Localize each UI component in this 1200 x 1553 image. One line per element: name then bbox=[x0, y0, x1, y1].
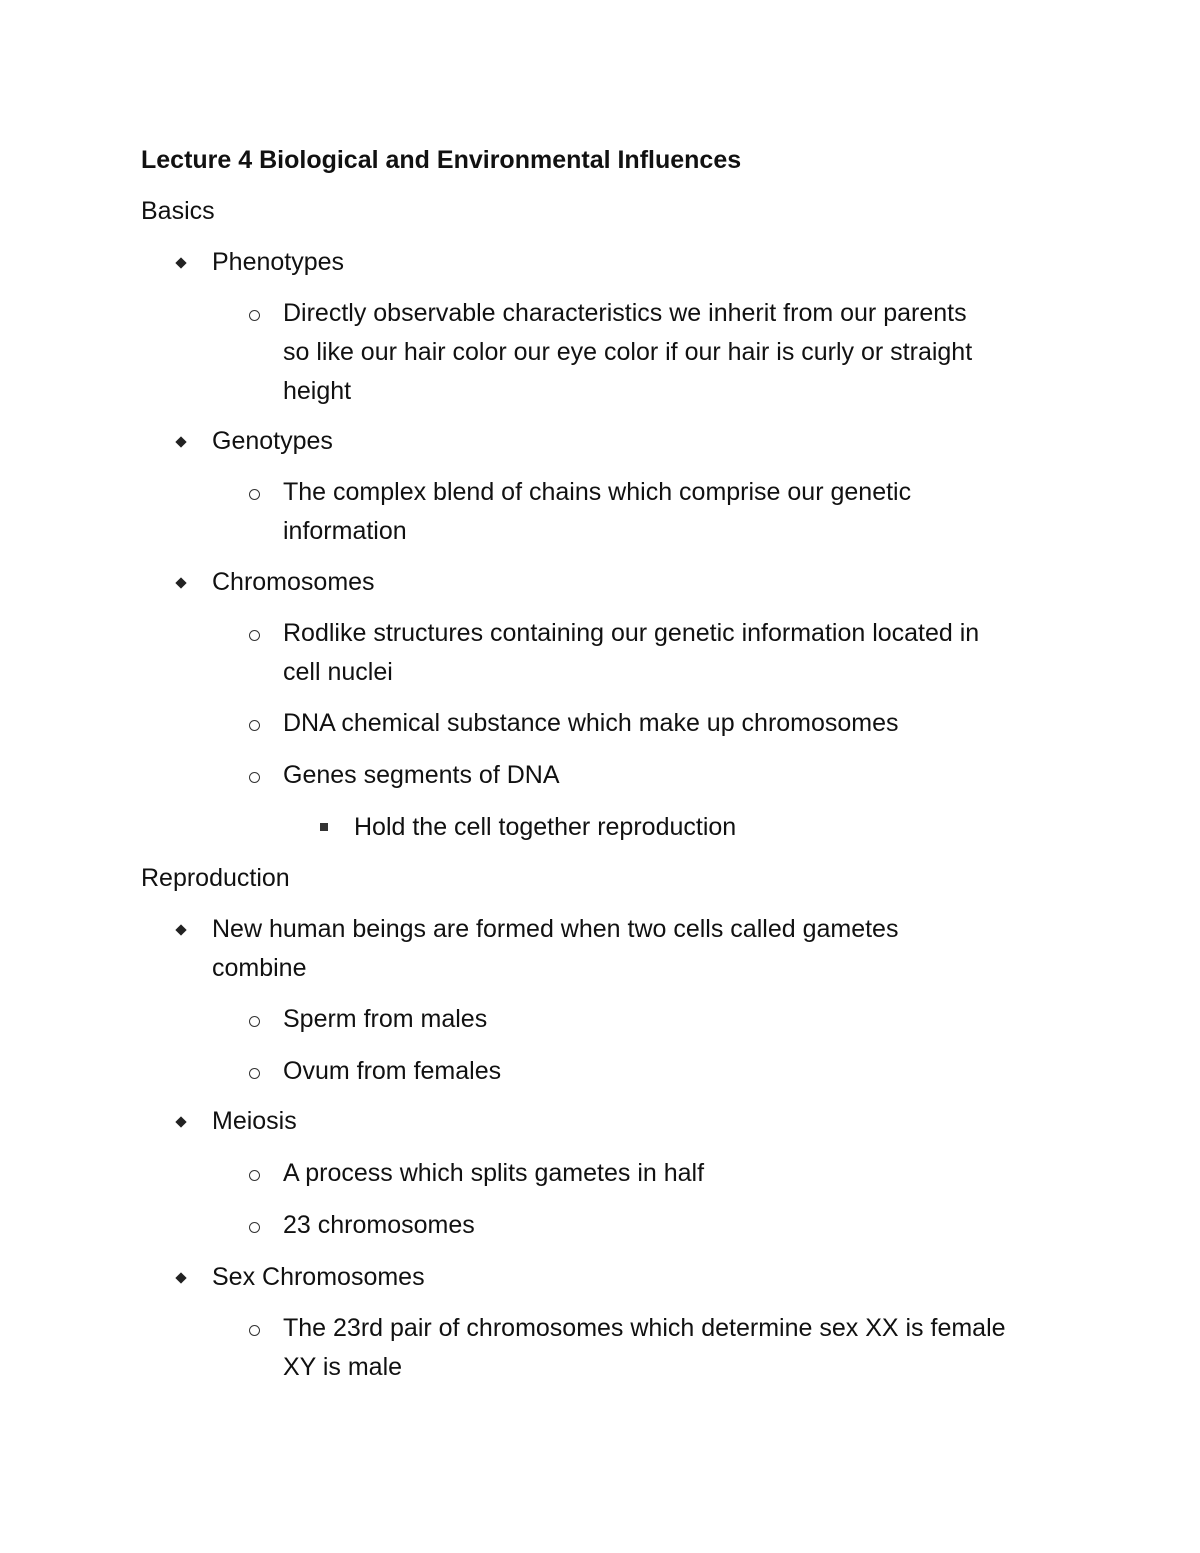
genes-sub-item: Hold the cell together reproduction bbox=[354, 813, 737, 841]
circle-bullet-icon bbox=[249, 772, 260, 783]
bullet-icon bbox=[175, 436, 186, 447]
genotypes-detail-line-1: The complex blend of chains which comprise our genetic bbox=[283, 478, 912, 506]
list-item-meiosis: Meiosis bbox=[212, 1107, 297, 1135]
circle-bullet-icon bbox=[249, 720, 260, 731]
document-title: Lecture 4 Biological and Environmental Influences bbox=[141, 146, 742, 174]
list-item-genotypes: Genotypes bbox=[212, 427, 333, 455]
circle-bullet-icon bbox=[249, 489, 260, 500]
gametes-ovum: Ovum from females bbox=[283, 1057, 502, 1085]
list-item-sex-chromosomes: Sex Chromosomes bbox=[212, 1263, 425, 1291]
gametes-sperm: Sperm from males bbox=[283, 1005, 488, 1033]
bullet-icon bbox=[175, 257, 186, 268]
circle-bullet-icon bbox=[249, 1170, 260, 1181]
sex-chromosomes-line-2: XY is male bbox=[283, 1353, 403, 1381]
square-bullet-icon bbox=[320, 823, 328, 831]
circle-bullet-icon bbox=[249, 630, 260, 641]
chromosomes-dna: DNA chemical substance which make up chromosomes bbox=[283, 709, 899, 737]
list-item-chromosomes: Chromosomes bbox=[212, 568, 375, 596]
genotypes-detail-line-2: information bbox=[283, 517, 407, 545]
meiosis-process: A process which splits gametes in half bbox=[283, 1159, 705, 1187]
gametes-line-1: New human beings are formed when two cells called gametes bbox=[212, 915, 899, 943]
phenotypes-detail-line-2: so like our hair color our eye color if our hair is curly or straight bbox=[283, 338, 973, 366]
bullet-icon bbox=[175, 577, 186, 588]
section-heading-basics: Basics bbox=[141, 197, 215, 225]
chromosomes-rodlike-line-2: cell nuclei bbox=[283, 658, 393, 686]
circle-bullet-icon bbox=[249, 1325, 260, 1336]
bullet-icon bbox=[175, 1116, 186, 1127]
chromosomes-rodlike-line-1: Rodlike structures containing our genetic information located in bbox=[283, 619, 980, 647]
circle-bullet-icon bbox=[249, 310, 260, 321]
circle-bullet-icon bbox=[249, 1016, 260, 1027]
chromosomes-genes: Genes segments of DNA bbox=[283, 761, 560, 789]
phenotypes-detail-line-3: height bbox=[283, 377, 352, 405]
circle-bullet-icon bbox=[249, 1068, 260, 1079]
bullet-icon bbox=[175, 1272, 186, 1283]
bullet-icon bbox=[175, 924, 186, 935]
sex-chromosomes-line-1: The 23rd pair of chromosomes which determine sex XX is female bbox=[283, 1314, 1006, 1342]
phenotypes-detail-line-1: Directly observable characteristics we inherit from our parents bbox=[283, 299, 967, 327]
gametes-line-2: combine bbox=[212, 954, 307, 982]
section-heading-reproduction: Reproduction bbox=[141, 864, 290, 892]
list-item-phenotypes: Phenotypes bbox=[212, 248, 345, 276]
circle-bullet-icon bbox=[249, 1222, 260, 1233]
meiosis-count: 23 chromosomes bbox=[283, 1211, 475, 1239]
